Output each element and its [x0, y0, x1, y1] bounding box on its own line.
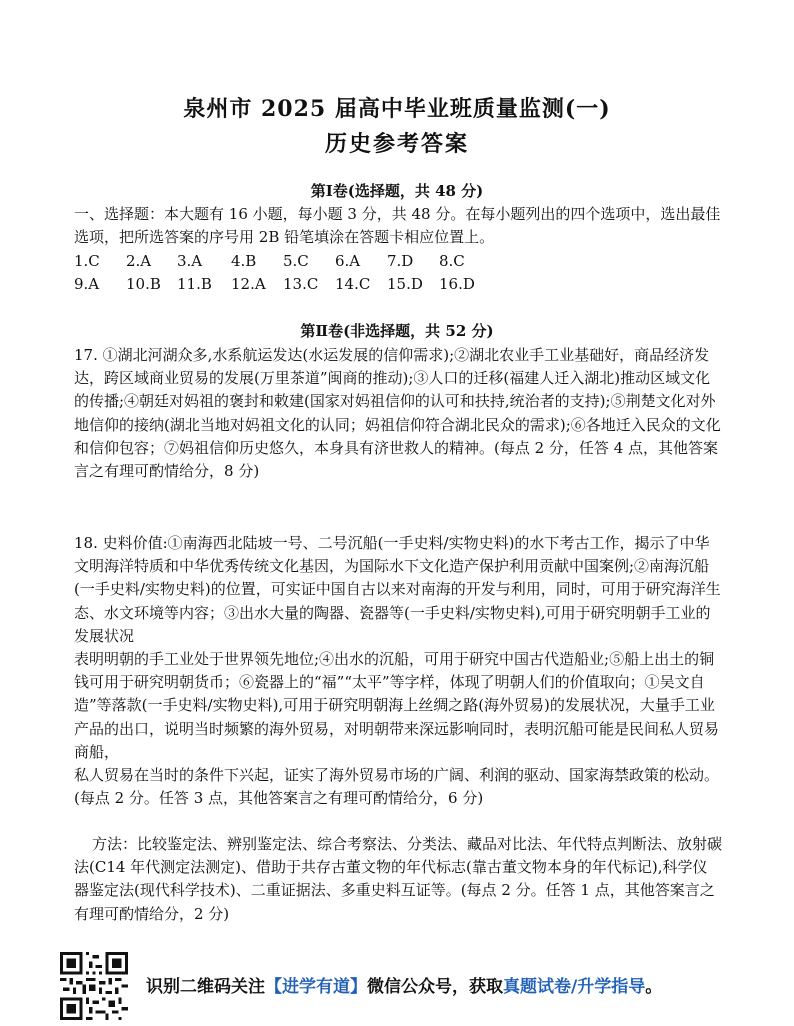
page-title: 泉州市 2025 届高中毕业班质量监测(一) — [183, 96, 611, 122]
part2-heading: 第Ⅱ卷(非选择题，共 52 分) — [300, 322, 494, 340]
part1-heading: 第Ⅰ卷(选择题，共 48 分) — [310, 182, 484, 200]
footer-banner — [60, 952, 760, 1022]
answer-8: 8.C — [439, 252, 465, 270]
footer-text-c: 微信公众号，获取 — [367, 977, 503, 997]
footer-link[interactable]: 真题试卷/升学指导 — [503, 977, 646, 997]
footer-brand[interactable]: 【进学有道】 — [265, 977, 367, 997]
answer-16: 16.D — [439, 275, 475, 293]
question-18-method: 方法：比较鉴定法、辨别鉴定法、综合考察法、分类法、藏品对比法、年代特点判断法、放射碳法(C14 年代测定法测定)、借助于共存古董文物的年代标志(靠古董文物本身的年代标记),科学仪器鉴定法(现代科学技术)、二重证据法、多重史料互证等。(每点 2 分。任答 1 点，其他答案言之有理可酌情给分，2 分) — [74, 835, 723, 923]
answer-14: 14.C — [335, 275, 371, 293]
answer-9: 9.A — [74, 275, 100, 293]
answer-15: 15.D — [387, 275, 423, 293]
answer-2: 2.A — [126, 252, 152, 270]
question-18-part-b: 表明明朝的手工业处于世界领先地位;④出水的沉船，可用于研究中国古代造船业;⑤船上出土的铜钱可用于研究明朝货币；⑥瓷器上的“福”“太平”等字样，体现了明朝人们的价值取向；①吴文自造”等落款(一手史料/实物史料),可用于研究明朝海上丝绸之路(海外贸易)的发展状况，大量手工业产品的出口，说明当时频繁的海外贸易，对明朝带来深远影响同时，表明沉船可能是民间私人贸易商船， — [74, 650, 720, 761]
question-18-part-c: 私人贸易在当时的条件下兴起，证实了海外贸易市场的广阔、利润的驱动、国家海禁政策的松动。(每点 2 分。任答 3 点，其他答案言之有理可酌情给分，6 分) — [74, 766, 720, 808]
answers-row-2 — [74, 273, 475, 296]
footer-text-a: 识别二维码关注 — [146, 977, 265, 997]
footer-text — [146, 972, 662, 997]
question-18-answer — [74, 532, 722, 810]
answer-12: 12.A — [231, 275, 266, 293]
answer-10: 10.B — [126, 275, 161, 293]
answer-6: 6.A — [335, 252, 361, 270]
answer-13: 13.C — [283, 275, 319, 293]
question-17-answer: 17. ①湖北河湖众多,水系航运发达(水运发展的信仰需求);②湖北农业手工业基础好，商品经济发达，跨区域商业贸易的发展(万里茶道”闽商的推动);③人口的迁移(福建人迁入湖北)推动区域文化的传播;④朝廷对妈祖的褒封和敕建(国家对妈祖信仰的认可和扶持,统治者的支持);⑤荆楚文化对外地信仰的接纳(湖北当地对妈祖文化的认同；妈祖信仰符合湖北民众的需求);⑥各地迁入民众的文化和信仰包容；⑦妈祖信仰历史悠久，本身具有济世救人的精神。(每点 2 分，任答 4 点，其他答案言之有理可酌情给分，8 分) — [74, 346, 721, 481]
answer-4: 4.B — [231, 252, 257, 270]
page-subtitle: 历史参考答案 — [324, 131, 469, 157]
answer-1: 1.C — [74, 252, 100, 270]
answer-7: 7.D — [387, 252, 414, 270]
question-18-part-a: 18. 史料价值:①南海西北陆坡一号、二号沉船(一手史料/实物史料)的水下考古工作，揭示了中华文明海洋特质和中华优秀传统文化基因，为国际水下文化造产保护利用贡献中国案例;②南海沉船(一手史料/实物史料)的位置，可实证中国自古以来对南海的开发与利用，同时，可用于研究海洋生态、水文环境等内容；③出水大量的陶器、瓷器等(一手史料/实物史料),可用于研究明朝手工业的发展状况 — [74, 534, 721, 645]
answer-3: 3.A — [177, 252, 203, 270]
qr-code-icon[interactable] — [60, 952, 128, 1020]
answer-5: 5.C — [283, 252, 309, 270]
answers-row-1 — [74, 250, 465, 273]
footer-text-e: 。 — [645, 977, 663, 997]
answer-11: 11.B — [177, 275, 212, 293]
part1-intro: 一、选择题：本大题有 16 小题，每小题 3 分，共 48 分。在每小题列出的四个选项中，选出最佳选项，把所选答案的序号用 2B 铅笔填涂在答题卡相应位置上。 — [74, 205, 721, 247]
